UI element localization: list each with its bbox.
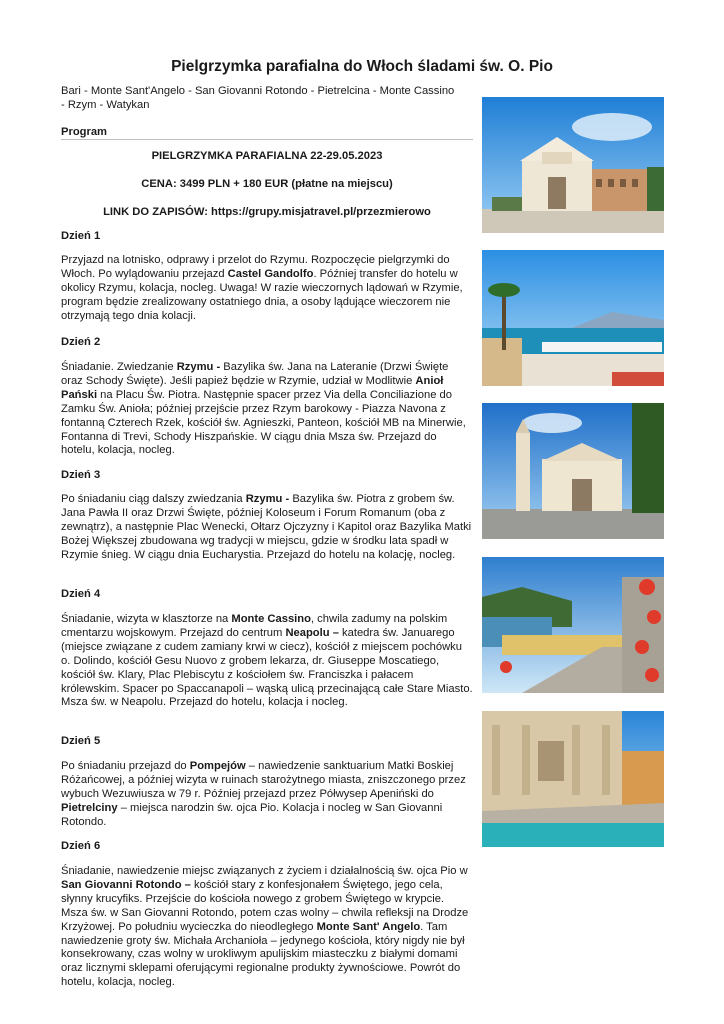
day-5-text: [61, 760, 473, 830]
bold-place-name: San Giovanni Rotondo –: [61, 878, 191, 891]
day-6-heading: Dzień 6: [61, 840, 101, 852]
bold-place-name: Pietrelciny: [61, 801, 118, 814]
day-2-heading: Dzień 2: [61, 336, 101, 348]
paragraph-text: . Później transfer do hotelu w okolicy Rzymu, kolacja, nocleg. Uwaga! W razie wieczornych lądowań w Rzymie, program będzie zrealizowany ostatniego dnia, a osoby lądujące wieczorem nie otrzymają tego dnia kolacji.: [61, 267, 463, 322]
day-4-heading: Dzień 4: [61, 588, 101, 600]
paragraph-text: Przyjazd na lotnisko, odprawy i przelot do Rzymu. Rozpoczęcie pielgrzymki do Włoch. Po wylądowaniu przejazd: [61, 254, 450, 280]
signup-line[interactable]: LINK DO ZAPISÓW: https://grupy.misjatravel.pl/przezmierowo: [103, 206, 431, 218]
bold-place-name: Monte Cassino: [231, 613, 311, 625]
basilica-photo-icon: [482, 97, 664, 233]
day-2-text: [61, 361, 473, 458]
pompeii-sanctuary-photo-icon: [482, 403, 664, 539]
day-3-heading: Dzień 3: [61, 469, 101, 481]
paragraph-text: katedra św. Januarego (miejsce związane z cudem zamiany krwi w ciecz), kościół z miejscem pochówku o. Dolindo, kościół Gesu Nuovo z grobem lekarza, dr. Giuseppe Moscatiego, kościół św. Klary, Plac Plebiscytu z kościołem św. Franciszka i pałacem królewskim. Spacer po Spaccanapoli – wąską ulicą przecinającą całe Stare Miasto. Msza św. w Neapolu. Przejazd do hotelu, kolacja i nocleg.: [61, 626, 473, 709]
day-6-text: [61, 865, 473, 990]
paragraph-text: Śniadanie, nawiedzenie miejsc związanych z życiem i działalnością św. ojca Pio w: [61, 865, 468, 877]
paragraph-text: Bazylika św. Jana na Lateranie (Drzwi Święte oraz Schody Święte). Jeśli papież będzie w Rzymie, udział w Modlitwie: [61, 361, 449, 387]
price-line: CENA: 3499 PLN + 180 EUR (płatne na miejscu): [141, 178, 393, 190]
program-label: Program: [61, 126, 108, 138]
paragraph-text: , chwila zadumy na polskim cmentarzu wojskowym. Przejazd do centrum: [61, 613, 448, 639]
event-line: PIELGRZYMKA PARAFIALNA 22-29.05.2023: [151, 150, 383, 162]
paragraph-text: na Placu Św. Piotra. Następnie spacer przez Via della Conciliazione do Zamku Św. Anioła; później przejście przez Rzym barokowy - Piazza Navona z fontanną Czterech Rzek, kościół św. Agnieszki, Panteon, kościół MB na Minerwie, Fontanna di Trevi, Schody Hiszpańskie. W ciągu dnia Msza św. Przejazd do hotelu, kolacja, nocleg.: [61, 388, 466, 457]
lake-village-photo-icon: [482, 557, 664, 693]
paragraph-text: . Tam nawiedzenie groty św. Michała Archanioła – jedynego kościoła, który nigdy nie był konsekrowany, czas wolny w urokliwym apulijskim miasteczku z białymi domami oraz licznymi sklepami oferującymi regionalne produkty żywnościowe. Powrót do hotelu, kolacja, nocleg.: [61, 920, 465, 989]
trevi-fountain-photo-icon: [482, 711, 664, 847]
page-title: Pielgrzymka parafialna do Włoch śladami św. O. Pio: [171, 58, 553, 75]
day-1-heading: Dzień 1: [61, 230, 101, 242]
bold-place-name: Rzymu -: [176, 361, 221, 373]
bold-place-name: Anioł Pański: [61, 374, 444, 401]
harbor-photo-icon: [482, 250, 664, 386]
paragraph-text: – miejsca narodzin św. ojca Pio. Kolacja i nocleg w San Giovanni Rotondo.: [61, 801, 443, 828]
day-4-text: [61, 613, 473, 710]
bold-place-name: Rzymu -: [245, 493, 290, 505]
paragraph-text: Po śniadaniu przejazd do: [61, 760, 190, 772]
section-divider: [61, 139, 473, 140]
day-5-heading: Dzień 5: [61, 735, 101, 747]
bold-place-name: Neapolu –: [285, 626, 339, 639]
route-line: Bari - Monte Sant'Angelo - San Giovanni Rotondo - Pietrelcina - Monte Cassino - Rzym - Watykan: [61, 85, 455, 111]
paragraph-text: Śniadanie, wizyta w klasztorze na: [61, 613, 232, 625]
paragraph-text: kościół stary z konfesjonałem Świętego, jego cela, słynny krucyfiks. Przejście do kościoła nowego z grobem Świętego w krypcie. Msza św. w San Giovanni Rotondo, potem czas wolny – chwila refleksji na Drodze Krzyżowej. Po południu wycieczka do nieodległego: [61, 878, 469, 933]
bold-place-name: Pompejów: [189, 760, 246, 772]
bold-place-name: Castel Gandolfo: [227, 267, 314, 280]
paragraph-text: Bazylika św. Piotra z grobem św. Jana Pawła II oraz Drzwi Święte, później Koloseum i Forum Romanum (oba z zewnątrz), a następnie Plac Wenecki, Ołtarz Ojczyzny i Kapitol oraz Bazylika Matki Bożej Większej zbudowana wg tradycji w miejscu, gdzie w środku lata spadł w Rzymie śnieg. W ciągu dnia Eucharystia. Przejazd do hotelu na kolację, nocleg.: [61, 493, 472, 561]
paragraph-text: Śniadanie. Zwiedzanie: [61, 361, 177, 373]
day-3-text: [61, 493, 473, 563]
bold-place-name: Monte Sant' Angelo: [316, 920, 421, 933]
paragraph-text: Po śniadaniu ciąg dalszy zwiedzania: [61, 493, 246, 505]
paragraph-text: – nawiedzenie sanktuarium Matki Boskiej Różańcowej, a później wizyta w ruinach starożytnego miasta, zniszczonego przez wybuch Wezuwiusza w 79 r. Później przejazd przez Półwysep Apeniński do: [61, 760, 466, 800]
day-1-text: [61, 254, 473, 324]
